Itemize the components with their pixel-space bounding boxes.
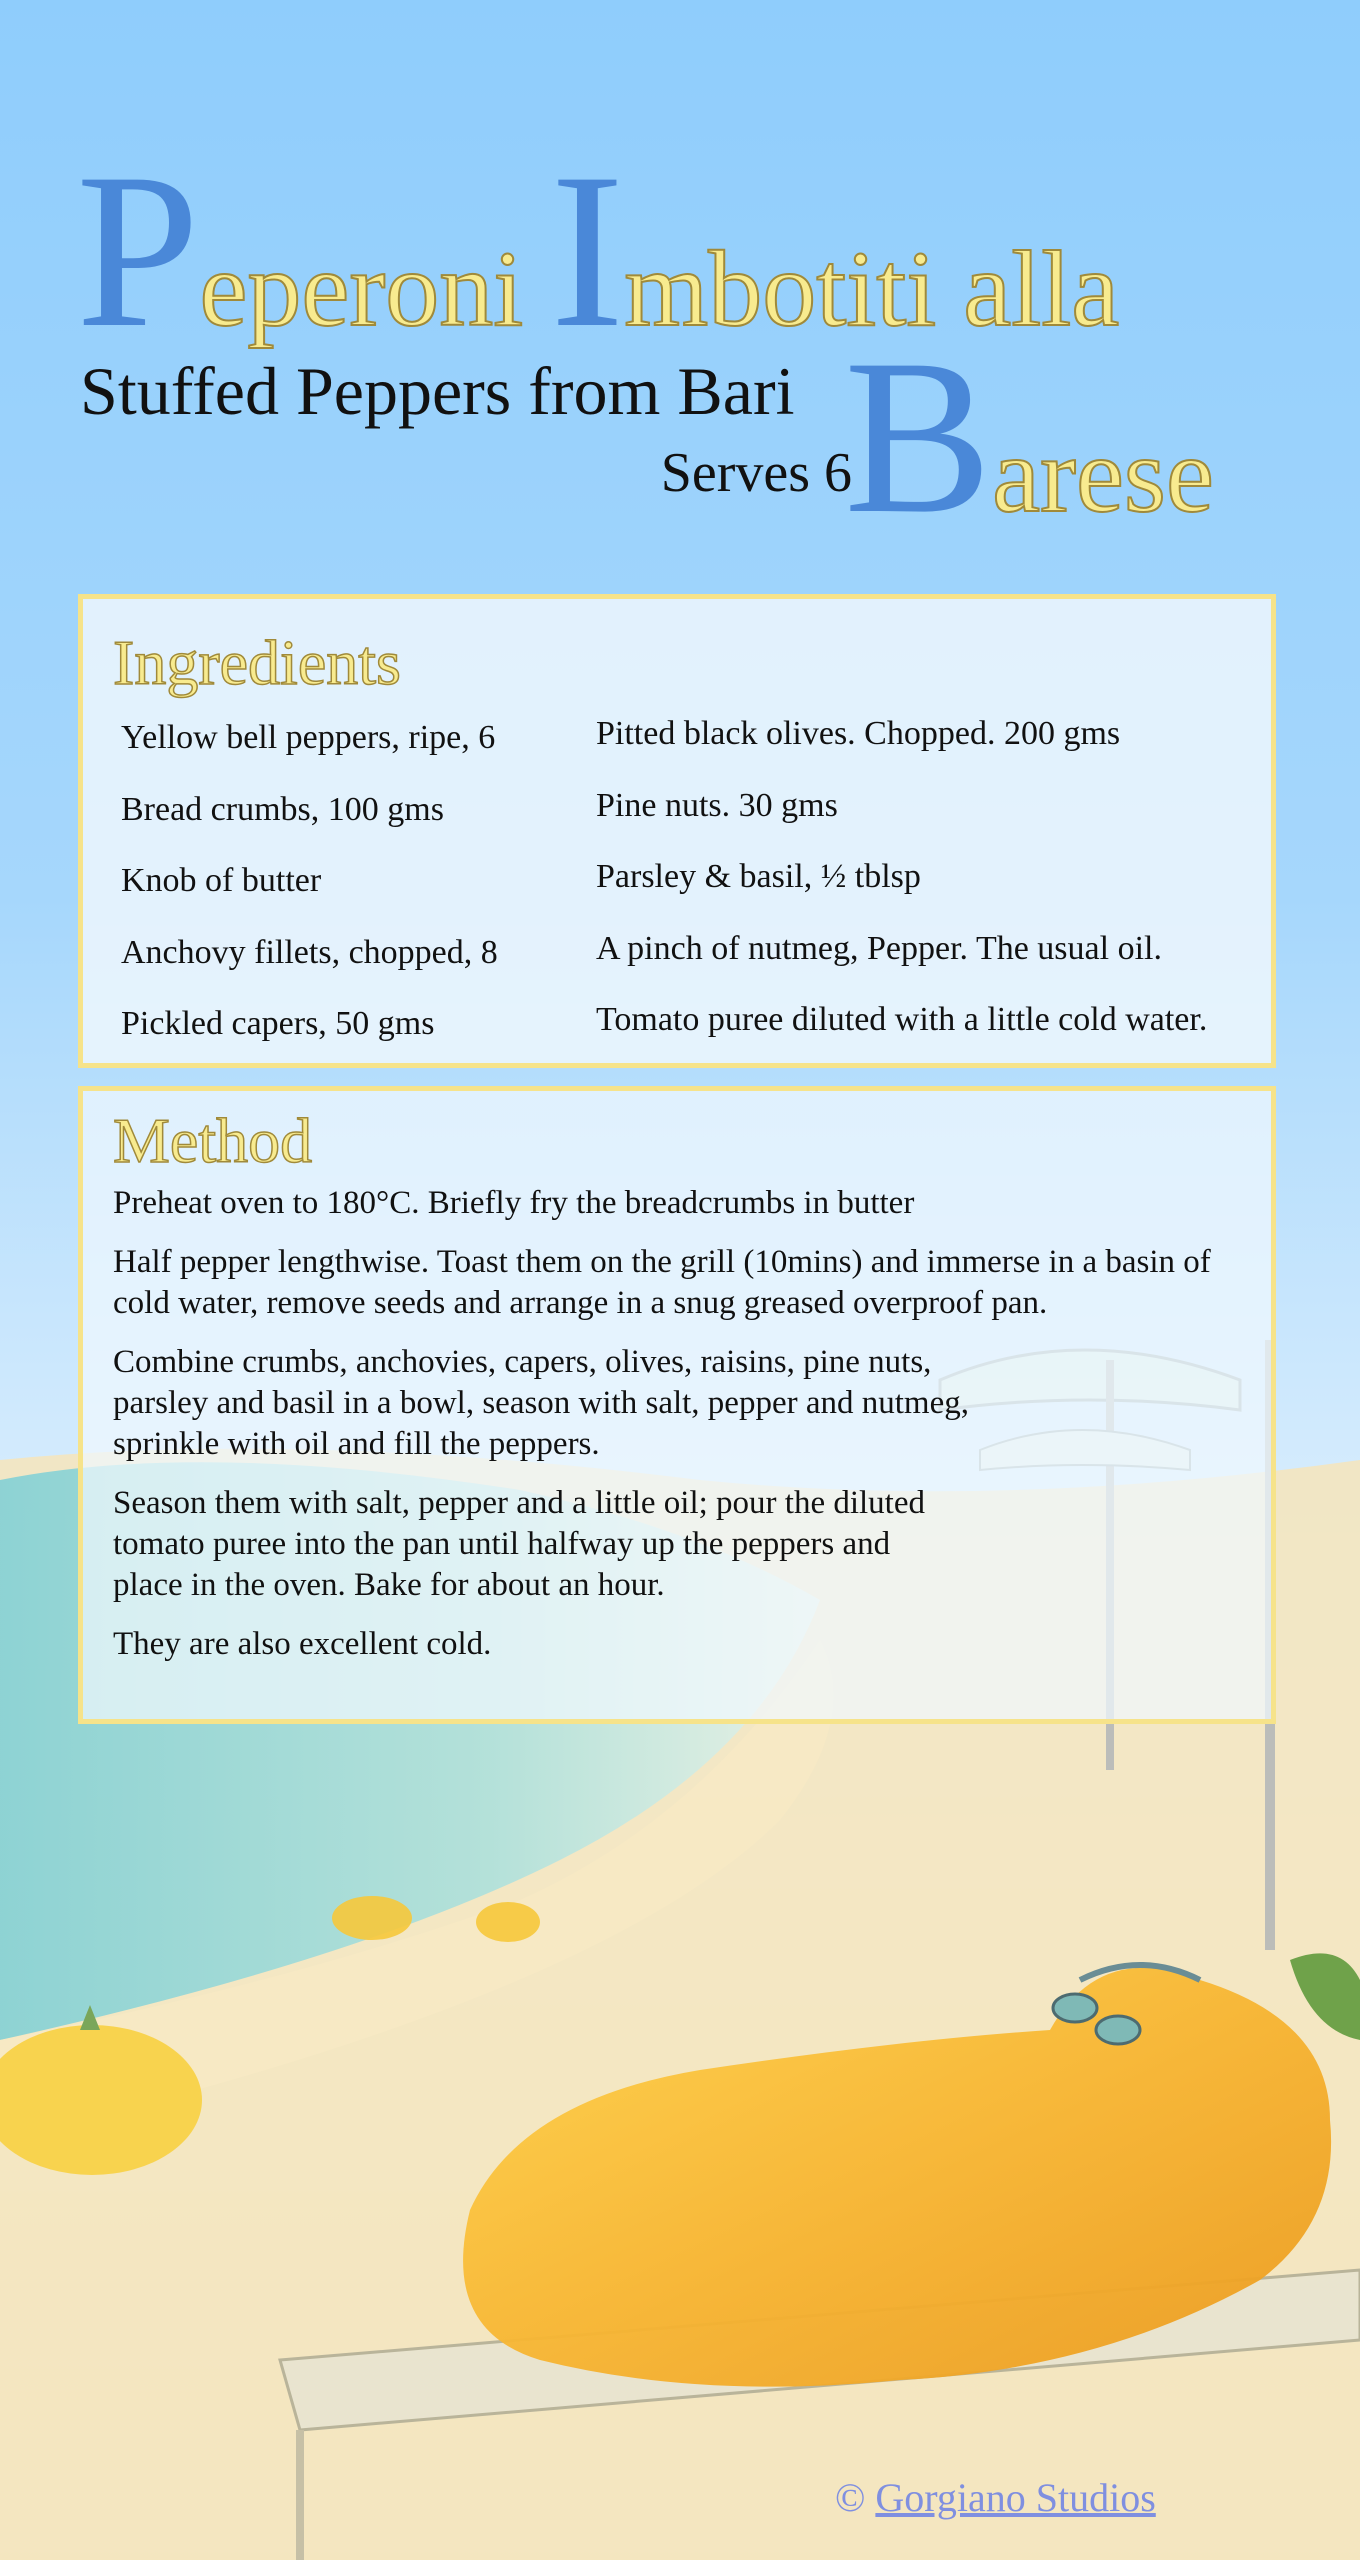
ingredient-item: Pitted black olives. Chopped. 200 gms xyxy=(596,715,1121,752)
recipe-subtitle: Stuffed Peppers from Bari xyxy=(80,353,795,429)
title-initial-b: B xyxy=(844,314,993,560)
ingredient-item: A pinch of nutmeg, Pepper. The usual oil. xyxy=(596,929,1162,967)
ingredients-heading: Ingredients xyxy=(113,627,401,698)
method-step: Combine crumbs, anchovies, capers, olives, raisins, pine nuts, parsley and basil in a bowl, season with salt, pepper and nutmeg, sprinkle with oil and fill the peppers. xyxy=(113,1344,969,1462)
title-initial-p: P xyxy=(76,128,200,374)
recipe-title-line-2 xyxy=(844,314,1214,560)
ingredient-item: Pine nuts. 30 gms xyxy=(596,786,838,824)
title-initial-i: I xyxy=(550,128,625,374)
ingredients-right-column xyxy=(596,715,1208,1073)
method-heading: Method xyxy=(113,1105,313,1176)
studio-link[interactable]: Gorgiano Studios xyxy=(875,2475,1156,2520)
ingredient-item: Yellow bell peppers, ripe, 6 xyxy=(121,719,496,756)
method-panel xyxy=(78,1086,1276,1724)
ingredients-left-column xyxy=(121,719,498,1077)
copyright-symbol: © xyxy=(835,2475,866,2520)
ingredient-item: Pickled capers, 50 gms xyxy=(121,1005,435,1042)
serves-count: Serves 6 xyxy=(660,442,852,504)
ingredient-item: Bread crumbs, 100 gms xyxy=(121,790,444,828)
ingredient-item: Knob of butter xyxy=(121,862,322,899)
ingredients-panel xyxy=(78,594,1276,1068)
title-word-barese: arese xyxy=(992,416,1214,535)
method-steps xyxy=(113,1183,1251,1683)
method-step: Preheat oven to 180°C. Briefly fry the breadcrumbs in butter xyxy=(113,1185,915,1221)
ingredient-item: Anchovy fillets, chopped, 8 xyxy=(121,933,498,971)
method-step: They are also excellent cold. xyxy=(113,1626,492,1662)
ingredient-item: Tomato puree diluted with a little cold water. xyxy=(596,1001,1208,1038)
title-word-imbotiti-alla: mbotiti alla xyxy=(624,230,1120,349)
method-step: Half pepper lengthwise. Toast them on the grill (10mins) and immerse in a basin of cold water, remove seeds and arrange in a snug greased overproof pan. xyxy=(113,1244,1211,1321)
copyright-notice xyxy=(835,2475,1156,2520)
method-step: Season them with salt, pepper and a little oil; pour the diluted tomato puree into the pan until halfway up the peppers and place in the oven. Bake for about an hour. xyxy=(113,1485,925,1603)
ingredient-item: Parsley & basil, ½ tblsp xyxy=(596,858,921,895)
title-word-peperoni: eperoni xyxy=(199,230,551,349)
